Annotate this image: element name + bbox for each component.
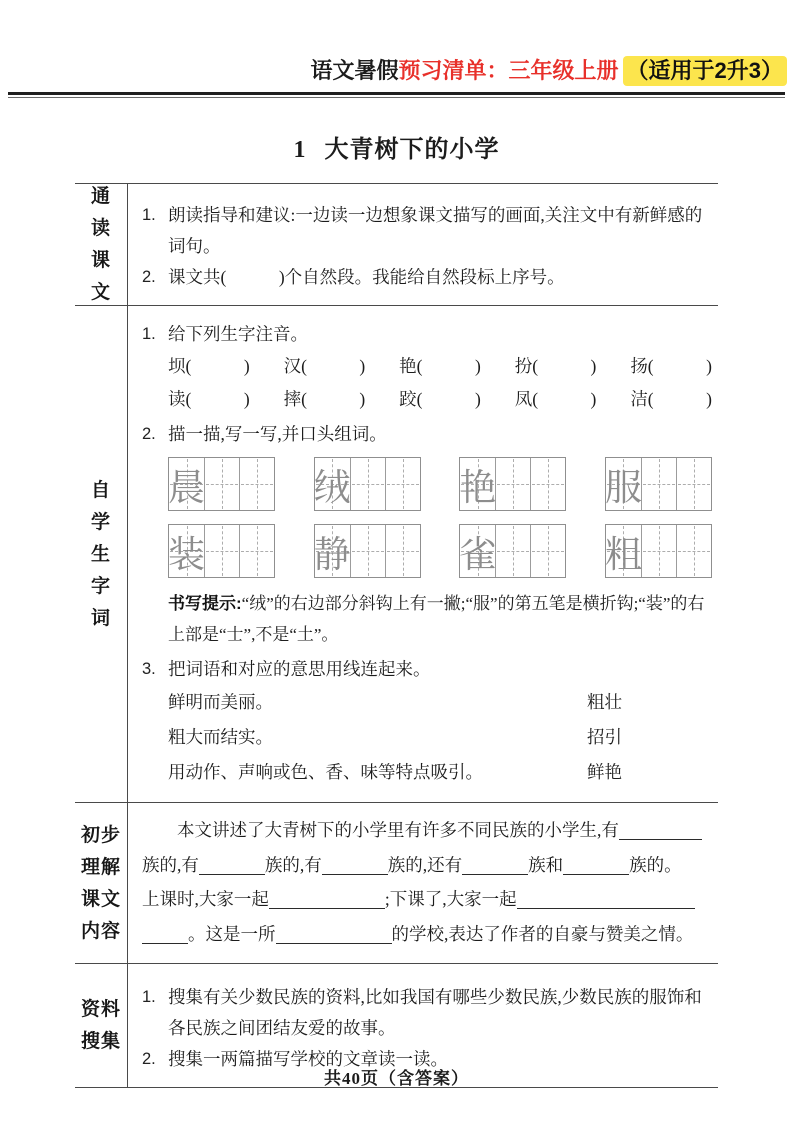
row-label-text: 课文 (80, 888, 121, 910)
trace-grid-cell (606, 458, 641, 510)
numbered-item (142, 419, 716, 450)
pinyin-unit: 扮( ) (514, 356, 597, 376)
trace-grid-box (605, 457, 712, 511)
match-meaning: 鲜明而美丽。 (168, 692, 273, 712)
trace-grid-cell (204, 525, 239, 577)
fill-in-blank (276, 925, 392, 943)
trace-grid-cell (350, 525, 385, 577)
trace-character: 装 (168, 535, 205, 576)
trace-grid-cell (495, 525, 530, 577)
fill-in-blank (563, 856, 629, 874)
trace-grid-row (168, 524, 712, 578)
header-highlight-text: 预习清单：三年级上册 (398, 58, 619, 83)
trace-character: 雀 (459, 535, 497, 576)
pinyin-unit: 汉( ) (283, 356, 366, 376)
table-row-read-through (75, 183, 718, 305)
worksheet-table (75, 183, 718, 1088)
fill-in-blank (517, 891, 695, 909)
row-label-text: 初步 (80, 824, 121, 846)
trace-grid-box (168, 524, 275, 578)
row-label-text: 字 (90, 575, 111, 597)
row-label-text: 理解 (80, 856, 121, 878)
trace-grid-cell (530, 458, 565, 510)
item-text: 把词语和对应的意思用线连起来。 (168, 659, 431, 679)
row-label-text: 文 (90, 282, 111, 303)
item-number: 2. (142, 1050, 156, 1068)
trace-grid-cell (460, 525, 495, 577)
pinyin-annotation-row (168, 350, 712, 383)
trace-grid-cell (606, 525, 641, 577)
trace-character: 艳 (459, 468, 497, 509)
row-label-text: 学 (90, 511, 111, 533)
fill-in-blank (619, 822, 702, 840)
item-number: 3. (142, 660, 156, 678)
fill-in-text: 族和 (528, 854, 564, 875)
trace-grid-cell (460, 458, 495, 510)
row-content-self-study-words (128, 306, 718, 802)
rule-top-line (8, 92, 785, 95)
header-subject-text: 语文暑假 (310, 58, 399, 83)
match-row (168, 755, 716, 790)
trace-grid-cell (495, 458, 530, 510)
row-label-comprehension (75, 803, 128, 963)
pinyin-unit: 读( ) (168, 389, 250, 409)
pinyin-unit: 扬( ) (630, 356, 712, 376)
numbered-item (142, 319, 716, 350)
trace-grid-box (459, 524, 566, 578)
match-row (168, 685, 716, 720)
row-label-text: 通 (90, 186, 111, 207)
fill-in-blank (322, 856, 388, 874)
page-footer: 共40页（含答案） (324, 1069, 469, 1088)
trace-grid-cell (385, 458, 420, 510)
fill-in-text: 。这是一所 (188, 923, 276, 944)
item-number: 2. (142, 268, 156, 286)
fill-in-text: 本文讲述了大青树下的小学里有许多不同民族的小学生,有 (142, 820, 619, 840)
trace-grid-cell (641, 525, 676, 577)
numbered-item (142, 200, 716, 262)
row-content-read-through (128, 184, 718, 305)
row-label-self-study-words (75, 306, 128, 802)
row-label-text: 词 (90, 607, 111, 629)
pinyin-unit: 跤( ) (399, 389, 481, 409)
fill-in-line (142, 813, 716, 848)
pinyin-unit: 凤( ) (514, 389, 597, 409)
item-text: 朗读指导和建议:一边读一边想象课文描写的画面,关注文中有新鲜感的词句。 (168, 205, 703, 256)
trace-character: 粗 (604, 535, 642, 576)
trace-grid-cell (530, 525, 565, 577)
match-meaning: 用动作、声响或色、香、味等特点吸引。 (168, 762, 483, 782)
trace-grid-box (314, 457, 421, 511)
item-number: 1. (142, 988, 156, 1006)
pinyin-unit: 洁( ) (630, 389, 712, 409)
table-row-comprehension (75, 802, 718, 963)
trace-grid-cell (676, 525, 711, 577)
trace-character: 服 (604, 468, 642, 509)
item-number: 2. (142, 425, 156, 443)
trace-grid-box (605, 524, 712, 578)
pinyin-unit: 坝( ) (168, 356, 250, 376)
writing-tip-label: 书写提示: (168, 594, 242, 613)
fill-in-blank (199, 856, 265, 874)
trace-grid-cell (350, 458, 385, 510)
lesson-name: 大青树下的小学 (324, 137, 500, 163)
trace-grid-box (459, 457, 566, 511)
writing-tip (168, 588, 716, 650)
fill-in-text: 族的,还有 (387, 854, 463, 875)
fill-in-line (142, 917, 716, 952)
item-text: 课文共( )个自然段。我能给自然段标上序号。 (168, 267, 565, 287)
item-text: 描一描,写一写,并口头组词。 (168, 424, 387, 444)
fill-in-text: ;下课了,大家一起 (384, 889, 517, 909)
writing-tip-text: “绒”的右边部分斜钩上有一撇;“服”的第五笔是横折钩;“装”的右上部是“士”,不是“土”。 (168, 594, 705, 644)
lesson-number: 1 (293, 137, 307, 163)
trace-grid-cell (385, 525, 420, 577)
pinyin-annotation-row (168, 383, 712, 416)
fill-in-text: 族的。 (629, 854, 682, 875)
table-row-self-study-words (75, 305, 718, 802)
item-number: 1. (142, 325, 156, 343)
row-label-text: 生 (90, 543, 111, 565)
header-grade-badge: （适用于2升3） (623, 56, 787, 86)
row-label-text: 搜集 (80, 1031, 121, 1052)
trace-grid-cell (204, 458, 239, 510)
match-row (168, 720, 716, 755)
fill-in-line (142, 848, 716, 883)
pinyin-unit: 摔( ) (283, 389, 366, 409)
trace-character: 静 (313, 535, 351, 576)
page-header (0, 56, 787, 86)
trace-character: 绒 (313, 468, 351, 509)
match-meaning: 粗大而结实。 (168, 727, 273, 747)
trace-grid-cell (641, 458, 676, 510)
row-content-comprehension (128, 803, 718, 963)
fill-in-text: 族的,有 (142, 854, 199, 875)
trace-grid-cell (239, 525, 274, 577)
match-word: 招引 (587, 727, 622, 747)
fill-in-text: 的学校,表达了作者的自豪与赞美之情。 (391, 923, 694, 944)
rule-bottom-line (8, 97, 785, 99)
fill-in-blank (462, 856, 528, 874)
fill-in-blank (142, 925, 188, 943)
trace-grid-cell (239, 458, 274, 510)
row-label-text: 自 (90, 479, 111, 501)
row-label-text: 读 (90, 218, 111, 239)
match-word: 粗壮 (587, 692, 622, 712)
item-text: 给下列生字注音。 (168, 324, 308, 344)
trace-grid-row (168, 457, 712, 511)
trace-grid-cell (676, 458, 711, 510)
trace-grid-cell (169, 525, 204, 577)
trace-grid-cell (315, 458, 350, 510)
match-word: 鲜艳 (587, 762, 622, 782)
trace-grid-cell (169, 458, 204, 510)
fill-in-line (142, 882, 716, 917)
pinyin-unit: 艳( ) (399, 356, 481, 376)
lesson-title (0, 129, 793, 164)
trace-grid-cell (315, 525, 350, 577)
header-double-rule (8, 92, 785, 98)
item-text: 搜集一两篇描写学校的文章读一读。 (168, 1049, 448, 1069)
row-label-text: 课 (90, 250, 111, 271)
row-label-read-through (75, 184, 128, 305)
fill-in-blank (269, 891, 385, 909)
numbered-item (142, 654, 716, 685)
numbered-item (142, 262, 716, 293)
row-label-text: 资料 (80, 999, 121, 1020)
row-label-text: 内容 (80, 920, 121, 942)
trace-character: 晨 (168, 468, 205, 509)
numbered-item (142, 982, 716, 1044)
fill-in-text: 上课时,大家一起 (142, 889, 269, 909)
trace-grid-box (314, 524, 421, 578)
fill-in-text: 族的,有 (264, 854, 322, 875)
item-number: 1. (142, 206, 156, 224)
item-text: 搜集有关少数民族的资料,比如我国有哪些少数民族,少数民族的服饰和各民族之间团结友爱的故事。 (168, 987, 702, 1038)
trace-grid-box (168, 457, 275, 511)
